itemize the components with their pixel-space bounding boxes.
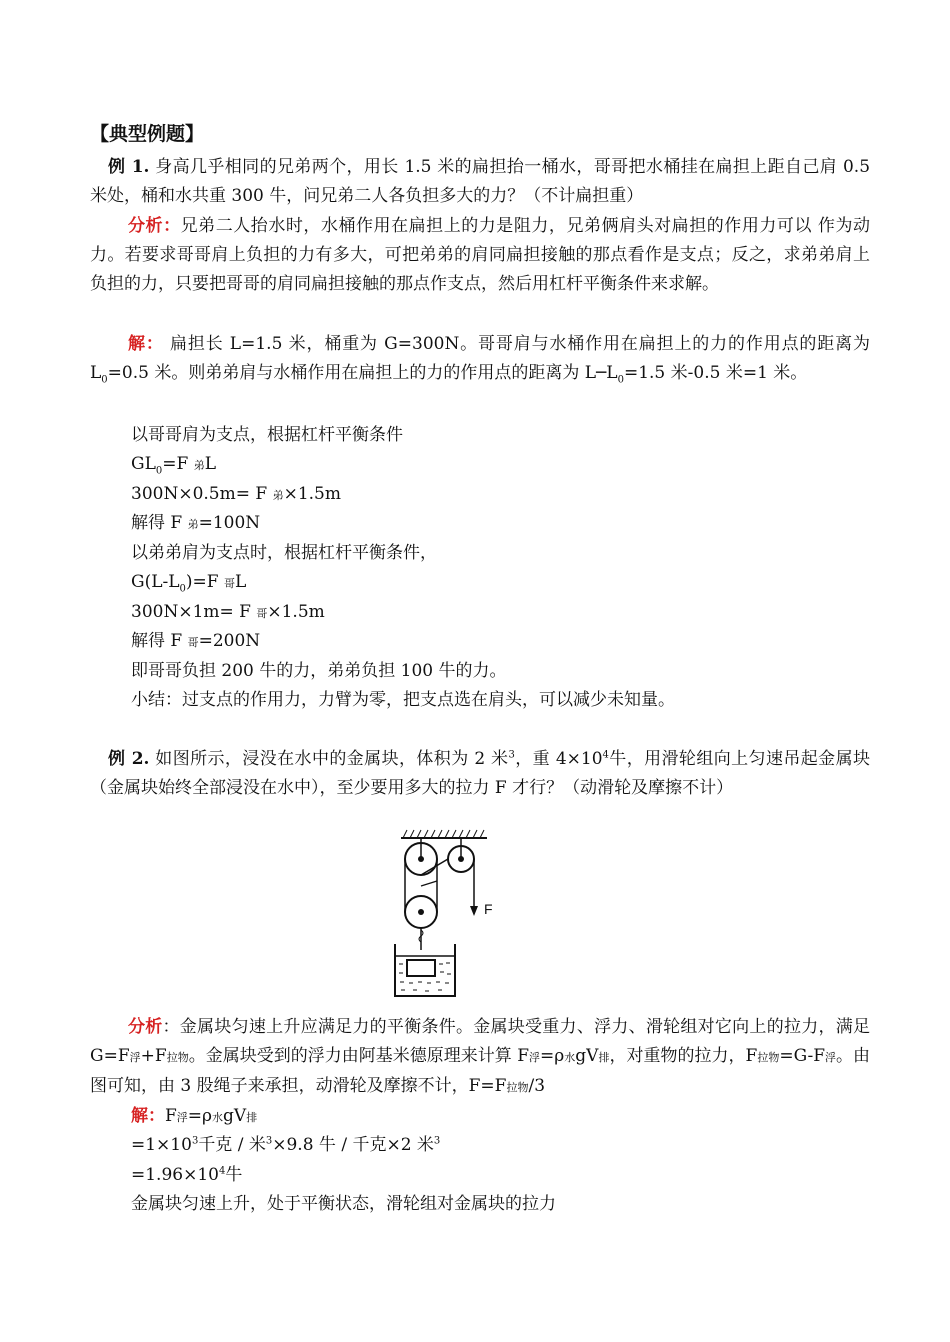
solution-line-8: 解得 F 哥=200N [131, 631, 261, 651]
solution-line-6: $G(L-L_0)=F$ 哥L [131, 572, 247, 595]
example-1-analysis [90, 212, 870, 299]
summary-line: 小结：过支点的作用力，力臂为零，把支点选在肩头，可以减少未知量。 [131, 690, 675, 710]
example-2-question: 例 2. 如图所示，浸没在水中的金属块，体积为 2 米$^3$，重 $4\times 10^4$牛，用滑轮组向上匀速吊起金属块（金属块始终全部浸没在水中），至少要用多大的拉力 F 才行？（动滑轮及摩擦不计） [90, 749, 870, 798]
example-2-label: 例 2. [108, 749, 150, 769]
example-1-solution: 解： 扁担长 L=1.5 米，桶重为 G=300N。哥哥肩与水桶作用在扁担上的力的作用点的距离为 $L_0=0.5$ 米。则弟弟肩与水桶作用在扁担上的力的作用点的距离为 $L─L_0=1.5$ 米-0.5 米=1 米。 [90, 334, 870, 386]
force-label: F [484, 901, 493, 917]
example-1-question [90, 153, 870, 211]
solution-line-7: 300N×1m= F 哥×1.5m [131, 602, 325, 622]
analysis-label: 分析： [128, 216, 181, 236]
pulley-diagram [383, 826, 503, 1000]
solution-line-3: 300N×0.5m= F 弟×1.5m [131, 484, 341, 504]
example-2-solution-line-1: 解：F浮=ρ水gV排 [131, 1106, 258, 1126]
example-2-solution-line-4: 金属块匀速上升，处于平衡状态，滑轮组对金属块的拉力 [131, 1194, 556, 1214]
example-2-solution-line-3: $=1.96\times 10^4$牛 [131, 1165, 243, 1185]
section-heading: 【典型例题】 [90, 123, 205, 145]
solution-line-4: 解得 F 弟=100N [131, 513, 261, 533]
solution-line-1: 以哥哥肩为支点，根据杠杆平衡条件 [131, 425, 403, 445]
solution-line-5: 以弟弟肩为支点时，根据杠杆平衡条件， [131, 543, 437, 563]
solution-label: 解： [128, 334, 164, 354]
solution-line-9: 即哥哥负担 200 牛的力，弟弟负担 100 牛的力。 [131, 661, 507, 681]
example-2-analysis: 分析：金属块匀速上升应满足力的平衡条件。金属块受重力、浮力、滑轮组对它向上的拉力，满足 G=F浮+F拉物。金属块受到的浮力由阿基米德原理来计算 F浮=ρ水gV排，对重物的拉力，F拉物=G-F浮。由图可知，由 3 股绳子来承担，动滑轮及摩擦不计，F=F拉物/3 [90, 1017, 871, 1096]
example-1-text: 身高几乎相同的兄弟两个，用长 1.5 米的扁担抬一桶水，哥哥把水桶挂在扁担上距自己肩 0.5 米处，桶和水共重 300 牛，问兄弟二人各负担多大的力？（不计扁担重） [90, 157, 871, 206]
analysis-text: 兄弟二人抬水时，水桶作用在扁担上的力是阻力，兄弟俩肩头对扁担的作用力可以 作为动力。若要求哥哥肩上负担的力有多大，可把弟弟的肩同扁担接触的那点看作是支点；反之，求弟弟肩上负担的力，只要把哥哥的肩同扁担接触的那点作支点，然后用杠杆平衡条件来求解。 [90, 216, 871, 294]
solution-line-2: $GL_0=F$ 弟L [131, 454, 216, 477]
example-2-solution-line-2: $=1\times 10^3$千克 / 米$^3$×9.8 牛 / 千克×2 米$^3$ [131, 1135, 441, 1155]
example-1-label: 例 1. [108, 157, 150, 177]
